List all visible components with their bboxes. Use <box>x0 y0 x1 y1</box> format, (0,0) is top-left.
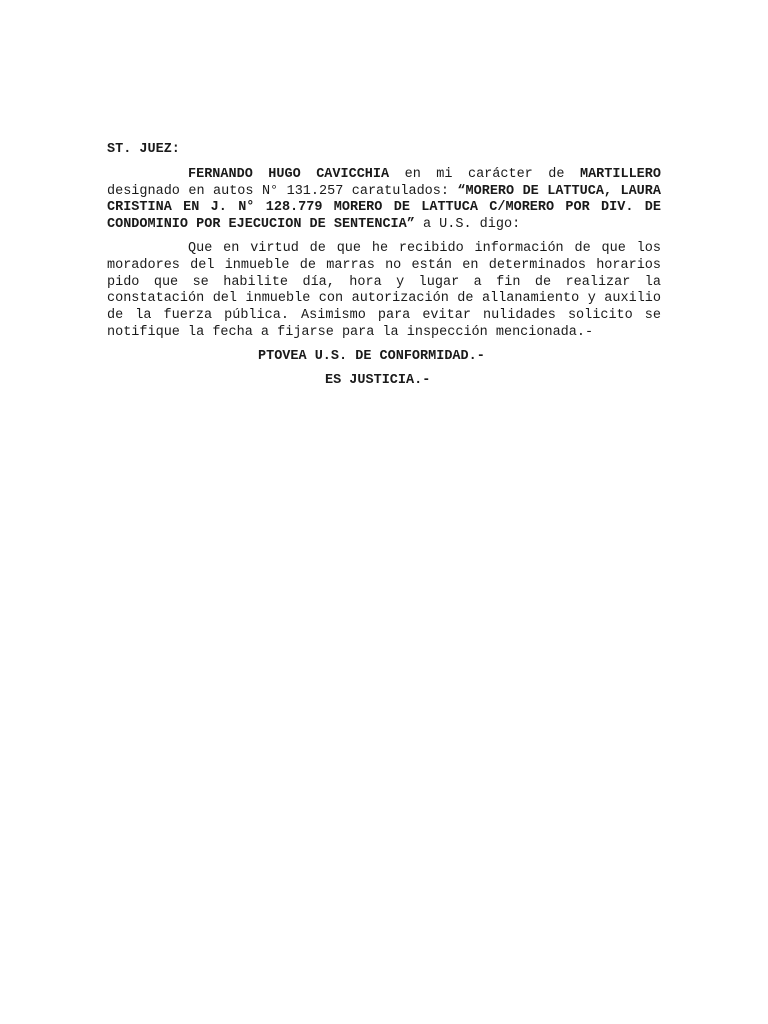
intro-text-1: en mi carácter de <box>389 166 580 182</box>
paragraph-request <box>107 241 661 342</box>
paragraph-intro <box>107 167 661 234</box>
request-text: Que en virtud de que he recibido información de que los moradores del inmueble de marras no están en determinados horarios pido que se habilite día, hora y lugar a fin de realizar la constatación del inmueble con autorización de allanamiento y auxilio de la fuerza pública. Asimismo para evitar nulidades solicito se notifique la fecha a fijarse para la inspección mencionada.- <box>107 240 661 340</box>
document-body <box>107 142 661 389</box>
intro-text-3: a U.S. digo: <box>414 217 521 233</box>
author-name: FERNANDO HUGO CAVICCHIA <box>188 166 390 182</box>
case-title: “MORERO DE LATTUCA, LAURA CRISTINA EN J. N° 128.779 MORERO DE LATTUCA C/MORERO POR DIV. DE CONDOMINIO POR EJECUCION DE SENTENCIA” <box>107 183 661 233</box>
intro-text-2: designado en autos N° 131.257 caratulados: <box>107 183 458 199</box>
closing-justice: ES JUSTICIA.- <box>325 372 431 388</box>
salutation: ST. JUEZ: <box>107 142 180 157</box>
closing-conformity: PTOVEA U.S. DE CONFORMIDAD.- <box>258 348 485 364</box>
author-role: MARTILLERO <box>579 166 661 182</box>
